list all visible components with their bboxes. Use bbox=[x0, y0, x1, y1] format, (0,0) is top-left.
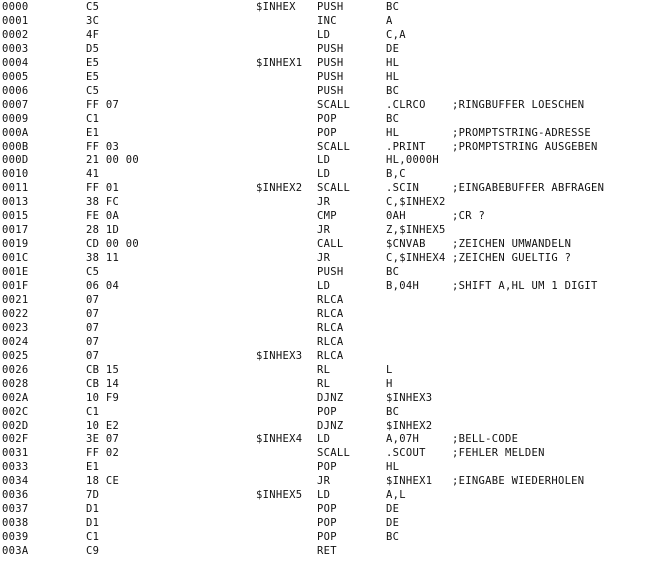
address-cell: 0028 bbox=[2, 377, 29, 390]
machine-code-cell: CB 14 bbox=[86, 377, 120, 390]
listing-row bbox=[0, 237, 649, 252]
operand-cell: Z,$INHEX5 bbox=[386, 224, 446, 237]
label-cell: $INHEX5 bbox=[256, 489, 303, 502]
operand-cell: HL bbox=[386, 126, 400, 139]
address-cell: 000A bbox=[2, 126, 29, 139]
machine-code-cell: 21 00 00 bbox=[86, 154, 139, 167]
address-cell: 0013 bbox=[2, 196, 29, 209]
address-cell: 0000 bbox=[2, 1, 29, 13]
machine-code-cell: FF 01 bbox=[86, 182, 120, 195]
listing-row bbox=[0, 488, 649, 503]
address-cell: 002F bbox=[2, 433, 29, 446]
operand-cell: .PRINT bbox=[386, 140, 426, 153]
listing-row bbox=[0, 181, 649, 196]
listing-row bbox=[0, 167, 649, 182]
machine-code-cell: C1 bbox=[86, 531, 100, 544]
mnemonic-cell: PUSH bbox=[317, 70, 344, 83]
machine-code-cell: 07 bbox=[86, 293, 100, 306]
mnemonic-cell: JR bbox=[317, 252, 331, 265]
listing-row bbox=[0, 335, 649, 350]
comment-cell: ;PROMPTSTRING AUSGEBEN bbox=[452, 140, 598, 153]
mnemonic-cell: RL bbox=[317, 377, 331, 390]
machine-code-cell: C5 bbox=[86, 1, 100, 13]
address-cell: 001F bbox=[2, 280, 29, 292]
operand-cell: B,04H bbox=[386, 280, 420, 292]
listing-row bbox=[0, 265, 649, 280]
address-cell: 0011 bbox=[2, 182, 29, 195]
listing-row bbox=[0, 474, 649, 489]
address-cell: 0005 bbox=[2, 70, 29, 83]
comment-cell: ;BELL-CODE bbox=[452, 433, 519, 446]
comment-cell: ;SHIFT A,HL UM 1 DIGIT bbox=[452, 280, 598, 292]
listing-row bbox=[0, 432, 649, 447]
address-cell: 0017 bbox=[2, 224, 29, 237]
operand-cell: DE bbox=[386, 42, 400, 55]
operand-cell: $INHEX3 bbox=[386, 391, 433, 404]
address-cell: 003A bbox=[2, 545, 29, 558]
address-cell: 000B bbox=[2, 140, 29, 153]
address-cell: 0031 bbox=[2, 447, 29, 460]
comment-cell: ;ZEICHEN GUELTIG ? bbox=[452, 252, 572, 265]
machine-code-cell: 38 FC bbox=[86, 196, 120, 209]
listing-row bbox=[0, 321, 649, 336]
address-cell: 0003 bbox=[2, 42, 29, 55]
address-cell: 0004 bbox=[2, 56, 29, 69]
mnemonic-cell: PUSH bbox=[317, 84, 344, 97]
mnemonic-cell: PUSH bbox=[317, 1, 344, 13]
listing-row bbox=[0, 209, 649, 224]
listing-row bbox=[0, 14, 649, 29]
mnemonic-cell: SCALL bbox=[317, 182, 351, 195]
mnemonic-cell: LD bbox=[317, 280, 331, 292]
machine-code-cell: 07 bbox=[86, 307, 100, 320]
address-cell: 0034 bbox=[2, 475, 29, 488]
machine-code-cell: 4F bbox=[86, 28, 100, 41]
operand-cell: HL bbox=[386, 70, 400, 83]
listing-row bbox=[0, 307, 649, 322]
listing-row bbox=[0, 530, 649, 545]
mnemonic-cell: RLCA bbox=[317, 293, 344, 306]
machine-code-cell: FF 07 bbox=[86, 98, 120, 111]
mnemonic-cell: POP bbox=[317, 531, 337, 544]
machine-code-cell: 06 04 bbox=[86, 280, 120, 292]
operand-cell: L bbox=[386, 363, 393, 376]
address-cell: 0022 bbox=[2, 307, 29, 320]
comment-cell: ;CR ? bbox=[452, 210, 486, 223]
machine-code-cell: 10 F9 bbox=[86, 391, 120, 404]
machine-code-cell: 38 11 bbox=[86, 252, 120, 265]
machine-code-cell: C5 bbox=[86, 84, 100, 97]
address-cell: 0001 bbox=[2, 14, 29, 27]
mnemonic-cell: POP bbox=[317, 405, 337, 418]
comment-cell: ;RINGBUFFER LOESCHEN bbox=[452, 98, 585, 111]
address-cell: 0015 bbox=[2, 210, 29, 223]
listing-row bbox=[0, 42, 649, 57]
address-cell: 0036 bbox=[2, 489, 29, 502]
listing-row bbox=[0, 195, 649, 210]
address-cell: 002D bbox=[2, 419, 29, 432]
machine-code-cell: 3C bbox=[86, 14, 100, 27]
mnemonic-cell: RET bbox=[317, 545, 337, 558]
address-cell: 0019 bbox=[2, 238, 29, 251]
listing-row bbox=[0, 516, 649, 531]
machine-code-cell: FE 0A bbox=[86, 210, 120, 223]
address-cell: 0024 bbox=[2, 335, 29, 348]
operand-cell: BC bbox=[386, 112, 400, 125]
operand-cell: C,$INHEX2 bbox=[386, 196, 446, 209]
listing-row bbox=[0, 251, 649, 266]
machine-code-cell: C5 bbox=[86, 266, 100, 279]
operand-cell: HL bbox=[386, 461, 400, 474]
mnemonic-cell: PUSH bbox=[317, 266, 344, 279]
machine-code-cell: E1 bbox=[86, 461, 100, 474]
address-cell: 002C bbox=[2, 405, 29, 418]
mnemonic-cell: JR bbox=[317, 475, 331, 488]
operand-cell: HL bbox=[386, 56, 400, 69]
listing-row bbox=[0, 84, 649, 99]
address-cell: 0037 bbox=[2, 503, 29, 516]
operand-cell: BC bbox=[386, 1, 400, 13]
operand-cell: H bbox=[386, 377, 393, 390]
mnemonic-cell: CMP bbox=[317, 210, 337, 223]
mnemonic-cell: RLCA bbox=[317, 307, 344, 320]
operand-cell: .SCIN bbox=[386, 182, 420, 195]
listing-row bbox=[0, 419, 649, 434]
machine-code-cell: 28 1D bbox=[86, 224, 120, 237]
operand-cell: $INHEX1 bbox=[386, 475, 433, 488]
address-cell: 0006 bbox=[2, 84, 29, 97]
operand-cell: A bbox=[386, 14, 393, 27]
machine-code-cell: 07 bbox=[86, 349, 100, 362]
mnemonic-cell: POP bbox=[317, 112, 337, 125]
label-cell: $INHEX2 bbox=[256, 182, 303, 195]
machine-code-cell: 10 E2 bbox=[86, 419, 120, 432]
machine-code-cell: CB 15 bbox=[86, 363, 120, 376]
machine-code-cell: D1 bbox=[86, 503, 100, 516]
mnemonic-cell: PUSH bbox=[317, 56, 344, 69]
address-cell: 0002 bbox=[2, 28, 29, 41]
listing-row bbox=[0, 349, 649, 364]
operand-cell: BC bbox=[386, 531, 400, 544]
address-cell: 0010 bbox=[2, 168, 29, 181]
operand-cell: A,07H bbox=[386, 433, 420, 446]
listing-row bbox=[0, 544, 649, 559]
machine-code-cell: C1 bbox=[86, 112, 100, 125]
operand-cell: HL,0000H bbox=[386, 154, 439, 167]
operand-cell: BC bbox=[386, 84, 400, 97]
machine-code-cell: CD 00 00 bbox=[86, 238, 139, 251]
mnemonic-cell: POP bbox=[317, 517, 337, 530]
address-cell: 0023 bbox=[2, 321, 29, 334]
mnemonic-cell: POP bbox=[317, 461, 337, 474]
mnemonic-cell: LD bbox=[317, 433, 331, 446]
label-cell: $INHEX1 bbox=[256, 56, 303, 69]
mnemonic-cell: LD bbox=[317, 168, 331, 181]
mnemonic-cell: SCALL bbox=[317, 140, 351, 153]
operand-cell: BC bbox=[386, 405, 400, 418]
label-cell: $INHEX4 bbox=[256, 433, 303, 446]
machine-code-cell: FF 03 bbox=[86, 140, 120, 153]
mnemonic-cell: RL bbox=[317, 363, 331, 376]
operand-cell: DE bbox=[386, 503, 400, 516]
operand-cell: 0AH bbox=[386, 210, 406, 223]
listing-row bbox=[0, 363, 649, 378]
mnemonic-cell: POP bbox=[317, 503, 337, 516]
machine-code-cell: 07 bbox=[86, 335, 100, 348]
machine-code-cell: D1 bbox=[86, 517, 100, 530]
address-cell: 0021 bbox=[2, 293, 29, 306]
operand-cell: C,$INHEX4 bbox=[386, 252, 446, 265]
operand-cell: C,A bbox=[386, 28, 406, 41]
mnemonic-cell: RLCA bbox=[317, 335, 344, 348]
operand-cell: .CLRCO bbox=[386, 98, 426, 111]
listing-row bbox=[0, 446, 649, 461]
mnemonic-cell: DJNZ bbox=[317, 419, 344, 432]
address-cell: 001E bbox=[2, 266, 29, 279]
mnemonic-cell: LD bbox=[317, 154, 331, 167]
listing-row bbox=[0, 0, 649, 15]
listing-row bbox=[0, 28, 649, 43]
mnemonic-cell: INC bbox=[317, 14, 337, 27]
machine-code-cell: D5 bbox=[86, 42, 100, 55]
listing-row bbox=[0, 98, 649, 113]
machine-code-cell: E5 bbox=[86, 70, 100, 83]
machine-code-cell: E1 bbox=[86, 126, 100, 139]
address-cell: 0026 bbox=[2, 363, 29, 376]
listing-row bbox=[0, 126, 649, 141]
operand-cell: BC bbox=[386, 266, 400, 279]
listing-row bbox=[0, 140, 649, 155]
comment-cell: ;EINGABE WIEDERHOLEN bbox=[452, 475, 585, 488]
listing-row bbox=[0, 377, 649, 392]
listing-row bbox=[0, 56, 649, 71]
mnemonic-cell: DJNZ bbox=[317, 391, 344, 404]
address-cell: 000D bbox=[2, 154, 29, 167]
machine-code-cell: 41 bbox=[86, 168, 100, 181]
address-cell: 0025 bbox=[2, 349, 29, 362]
mnemonic-cell: LD bbox=[317, 28, 331, 41]
mnemonic-cell: SCALL bbox=[317, 447, 351, 460]
listing-row bbox=[0, 502, 649, 517]
address-cell: 0009 bbox=[2, 112, 29, 125]
mnemonic-cell: RLCA bbox=[317, 349, 344, 362]
operand-cell: B,C bbox=[386, 168, 406, 181]
address-cell: 001C bbox=[2, 252, 29, 265]
mnemonic-cell: JR bbox=[317, 196, 331, 209]
machine-code-cell: C9 bbox=[86, 545, 100, 558]
machine-code-cell: C1 bbox=[86, 405, 100, 418]
mnemonic-cell: CALL bbox=[317, 238, 344, 251]
operand-cell: $INHEX2 bbox=[386, 419, 433, 432]
address-cell: 0039 bbox=[2, 531, 29, 544]
machine-code-cell: 18 CE bbox=[86, 475, 120, 488]
comment-cell: ;PROMPTSTRING-ADRESSE bbox=[452, 126, 592, 139]
mnemonic-cell: SCALL bbox=[317, 98, 351, 111]
mnemonic-cell: RLCA bbox=[317, 321, 344, 334]
machine-code-cell: FF 02 bbox=[86, 447, 120, 460]
mnemonic-cell: LD bbox=[317, 489, 331, 502]
mnemonic-cell: PUSH bbox=[317, 42, 344, 55]
comment-cell: ;ZEICHEN UMWANDELN bbox=[452, 238, 572, 251]
machine-code-cell: 07 bbox=[86, 321, 100, 334]
listing-row bbox=[0, 391, 649, 406]
machine-code-cell: E5 bbox=[86, 56, 100, 69]
label-cell: $INHEX3 bbox=[256, 349, 303, 362]
listing-row bbox=[0, 279, 649, 294]
listing-row bbox=[0, 70, 649, 85]
listing-row bbox=[0, 112, 649, 127]
address-cell: 0038 bbox=[2, 517, 29, 530]
comment-cell: ;FEHLER MELDEN bbox=[452, 447, 545, 460]
address-cell: 0007 bbox=[2, 98, 29, 111]
operand-cell: .SCOUT bbox=[386, 447, 426, 460]
operand-cell: DE bbox=[386, 517, 400, 530]
operand-cell: A,L bbox=[386, 489, 406, 502]
listing-row bbox=[0, 223, 649, 238]
mnemonic-cell: POP bbox=[317, 126, 337, 139]
operand-cell: $CNVAB bbox=[386, 238, 426, 251]
listing-row bbox=[0, 460, 649, 475]
machine-code-cell: 7D bbox=[86, 489, 100, 502]
label-cell: $INHEX bbox=[256, 1, 296, 13]
address-cell: 002A bbox=[2, 391, 29, 404]
comment-cell: ;EINGABEBUFFER ABFRAGEN bbox=[452, 182, 605, 195]
listing-row bbox=[0, 153, 649, 168]
machine-code-cell: 3E 07 bbox=[86, 433, 120, 446]
listing-row bbox=[0, 405, 649, 420]
listing-row bbox=[0, 293, 649, 308]
mnemonic-cell: JR bbox=[317, 224, 331, 237]
address-cell: 0033 bbox=[2, 461, 29, 474]
